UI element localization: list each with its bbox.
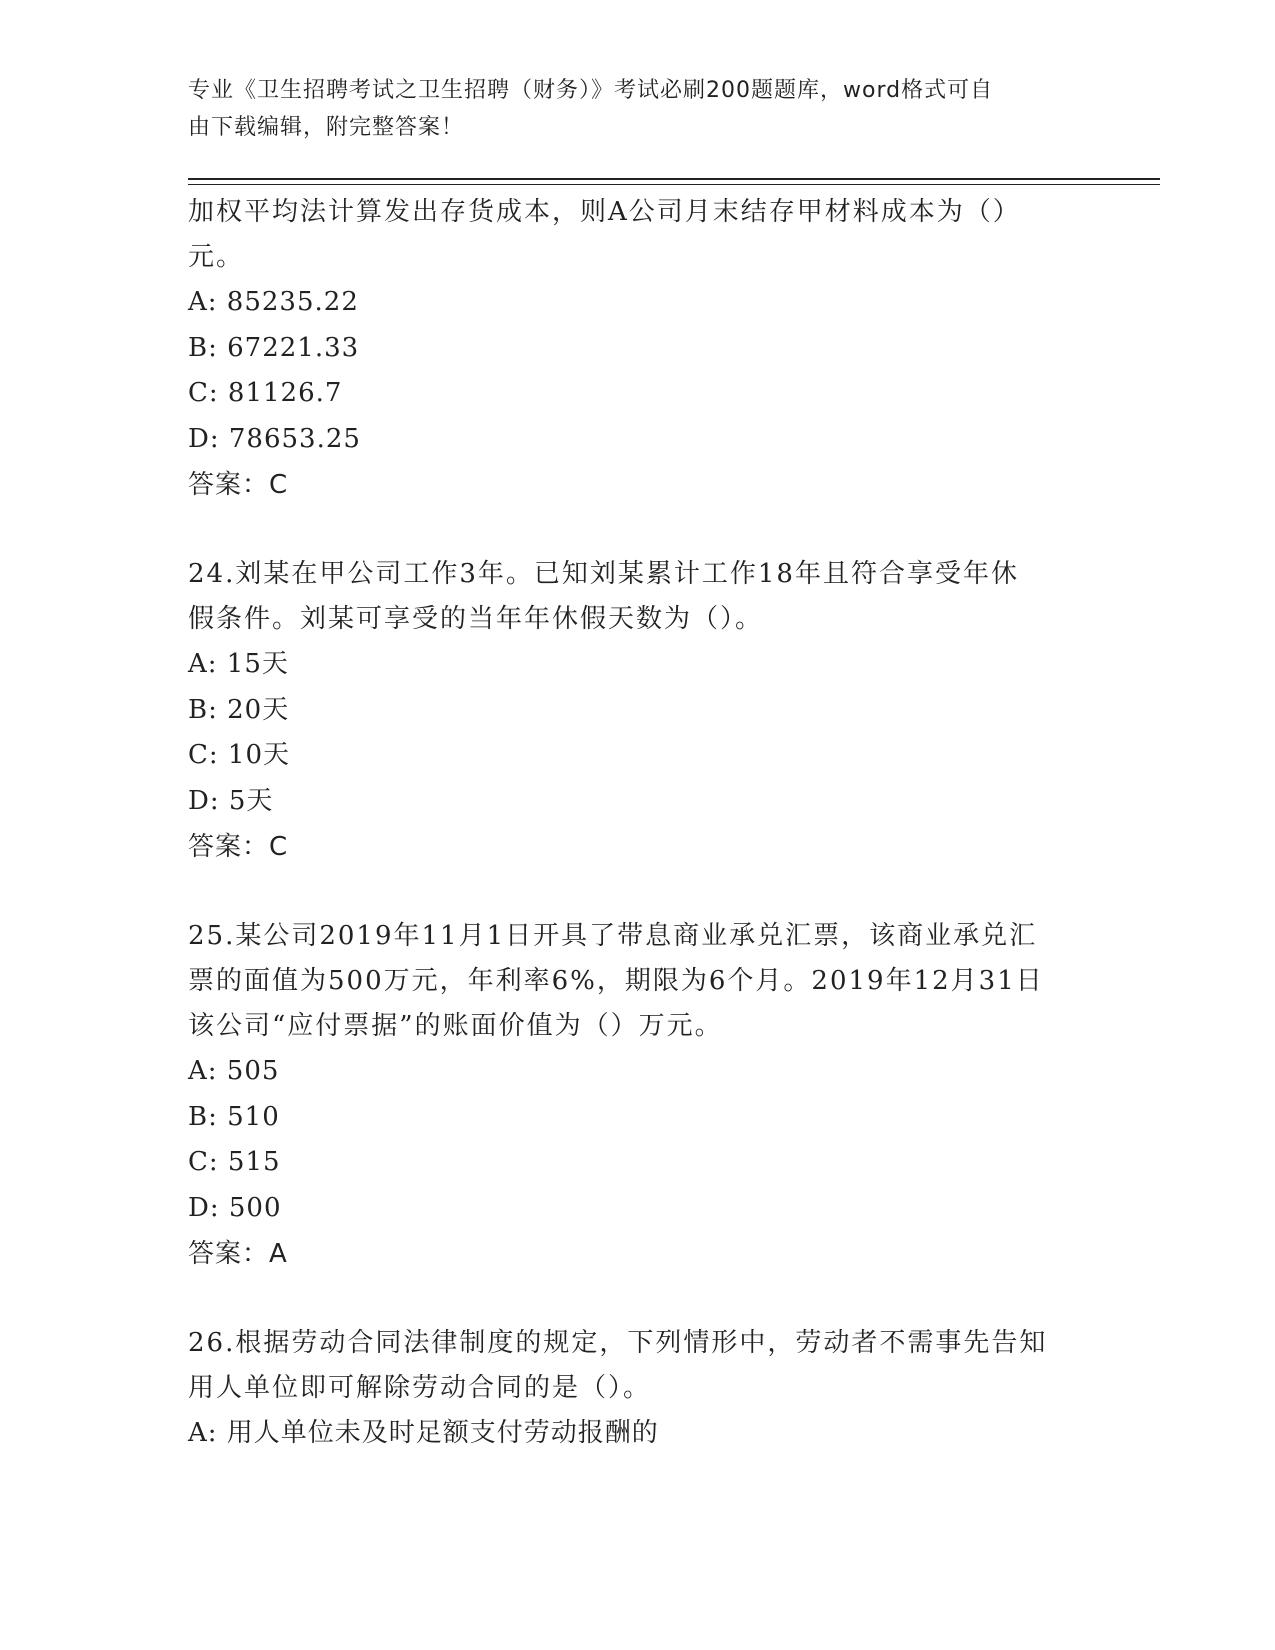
answer-line: 答案：C: [188, 832, 289, 862]
option-c: C: 81126.7: [188, 378, 343, 408]
question-line: 26.根据劳动合同法律制度的规定，下列情形中，劳动者不需事先告知: [188, 1328, 1048, 1358]
header-rule-thin: [188, 184, 1160, 185]
option-b: B: 510: [188, 1101, 280, 1132]
question-line: 票的面值为500万元，年利率6%，期限为6个月。2019年12月31日: [188, 966, 1044, 996]
header-line-2: 由下载编辑，附完整答案！: [188, 115, 465, 140]
document-header: [188, 72, 1068, 146]
option-d: D: 78653.25: [188, 423, 361, 454]
spacer: [188, 870, 1078, 914]
answer-line: 答案：C: [188, 470, 289, 500]
question-line: 24.刘某在甲公司工作3年。已知刘某累计工作18年且符合享受年休: [188, 559, 1019, 589]
header-line-1: 专业《卫生招聘考试之卫生招聘（财务）》考试必刷200题题库，word格式可自: [188, 78, 994, 103]
header-rule-thick: [188, 178, 1160, 180]
option-a: A: 用人单位未及时足额支付劳动报酬的: [188, 1418, 659, 1448]
question-block: [188, 190, 1078, 508]
question-block: [188, 552, 1078, 870]
answer-line: 答案：A: [188, 1239, 288, 1269]
option-a: A: 15天: [188, 649, 289, 679]
question-line: 加权平均法计算发出存货成本，则A公司月末结存甲材料成本为（）: [188, 197, 1021, 227]
spacer: [188, 508, 1078, 552]
option-c: C: 10天: [188, 740, 291, 770]
option-a: A: 85235.22: [188, 287, 359, 317]
question-list: [188, 190, 1078, 1457]
option-a: A: 505: [188, 1056, 280, 1086]
question-line: 假条件。刘某可享受的当年年休假天数为（）。: [188, 604, 764, 634]
option-b: B: 67221.33: [188, 332, 360, 363]
question-line: 元。: [188, 242, 245, 272]
question-line: 该公司“应付票据”的账面价值为（）万元。: [188, 1011, 723, 1041]
option-b: B: 20天: [188, 694, 290, 725]
spacer: [188, 1277, 1078, 1321]
question-line: 25.某公司2019年11月1日开具了带息商业承兑汇票，该商业承兑汇: [188, 921, 1038, 951]
option-d: D: 5天: [188, 785, 274, 816]
option-d: D: 500: [188, 1192, 282, 1223]
option-c: C: 515: [188, 1147, 281, 1177]
question-block: [188, 914, 1078, 1277]
question-line: 用人单位即可解除劳动合同的是（）。: [188, 1373, 652, 1403]
question-block: [188, 1321, 1078, 1457]
